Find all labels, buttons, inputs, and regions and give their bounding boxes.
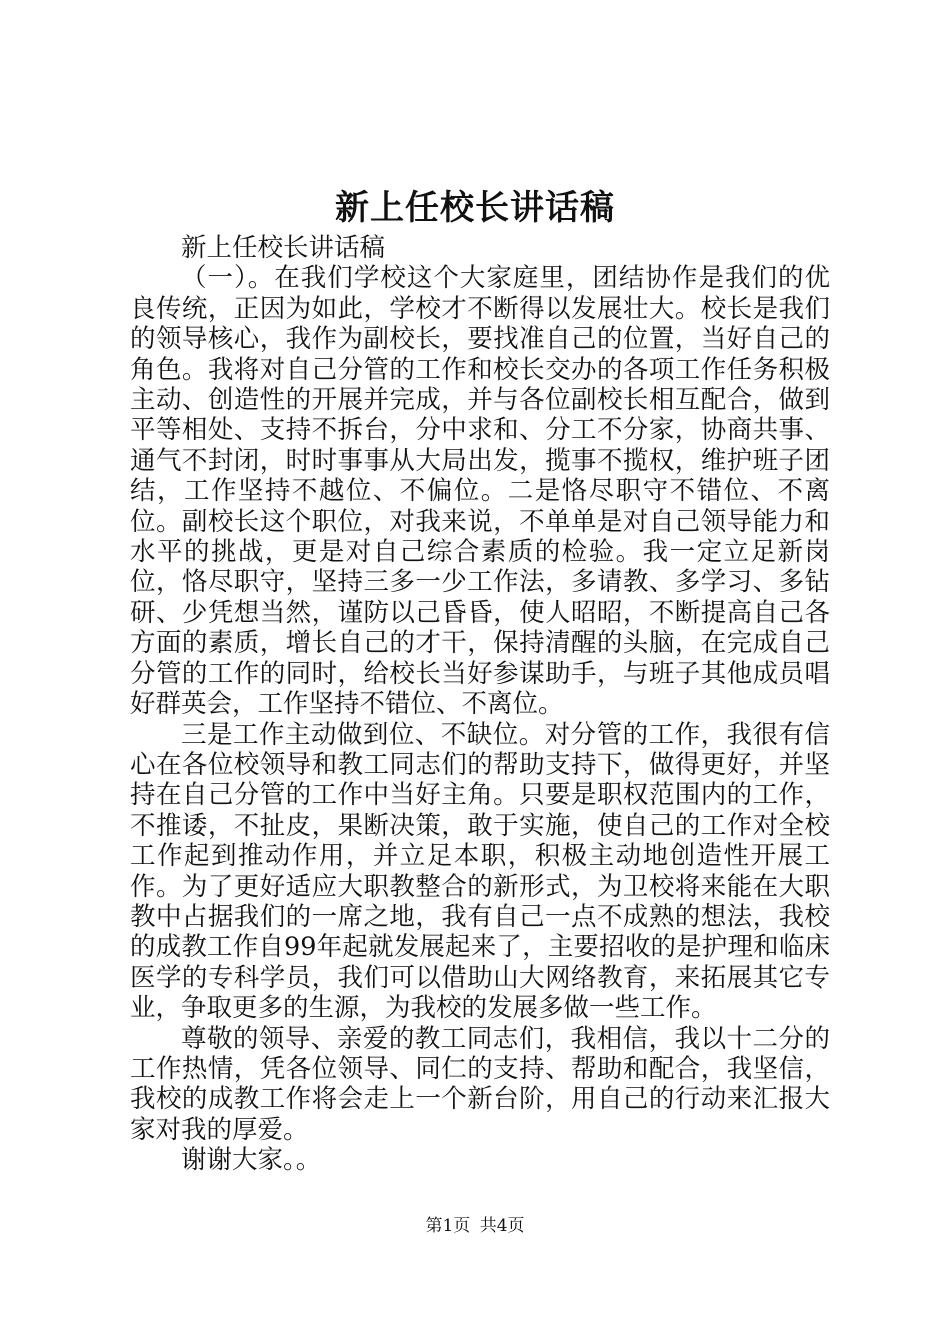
page-number: 第1页: [425, 1216, 471, 1236]
document-title: 新上任校长讲话稿: [335, 188, 615, 228]
closing-paragraph: 谢谢大家。。: [181, 1145, 322, 1176]
body-paragraph: 尊敬的领导、亲爱的教工同志们，我相信，我以十二分的工作热情，凭各位领导、同仁的支持、帮助和配合，我坚信，我校的成教工作将会走上一个新台阶，用自己的行动来汇报大家对我的厚爱。: [130, 1023, 830, 1145]
document-body: [130, 233, 830, 1176]
body-paragraph: 三是工作主动做到位、不缺位。对分管的工作，我很有信心在各位校领导和教工同志们的帮助支持下，做得更好，并坚持在自己分管的工作中当好主角。只要是职权范围内的工作，不推诿，不扯皮，果断决策，敢于实施，使自己的工作对全校工作起到推动作用，并立足本职，积极主动地创造性开展工作。为了更好适应大职教整合的新形式，为卫校将来能在大职教中占据我们的一席之地，我有自己一点不成熟的想法，我校的成教工作自99年起就发展起来了，主要招收的是护理和临床医学的专科学员，我们可以借助山大网络教育，来拓展其它专业，争取更多的生源，为我校的发展多做一些工作。: [130, 719, 830, 1024]
body-paragraph: （一）。在我们学校这个大家庭里，团结协作是我们的优良传统，正因为如此，学校才不断得以发展壮大。校长是我们的领导核心，我作为副校长，要找准自己的位置，当好自己的角色。我将对自己分管的工作和校长交办的各项工作任务积极主动、创造性的开展并完成，并与各位副校长相互配合，做到平等相处、支持不拆台，分中求和、分工不分家，协商共事、通气不封闭，时时事事从大局出发，揽事不揽权，维护班子团结，工作坚持不越位、不偏位。二是恪尽职守不错位、不离位。副校长这个职位，对我来说，不单单是对自己领导能力和水平的挑战，更是对自己综合素质的检验。我一定立足新岗位，恪尽职守，坚持三多一少工作法，多请教、多学习、多钻研、少凭想当然，谨防以己昏昏，使人昭昭，不断提高自己各方面的素质，增长自己的才干，保持清醒的头脑，在完成自己分管的工作的同时，给校长当好参谋助手，与班子其他成员唱好群英会，工作坚持不错位、不离位。: [130, 263, 830, 720]
page-footer: [0, 1214, 950, 1238]
page-total: 共4页: [479, 1216, 525, 1236]
subtitle-paragraph: 新上任校长讲话稿: [181, 233, 386, 263]
